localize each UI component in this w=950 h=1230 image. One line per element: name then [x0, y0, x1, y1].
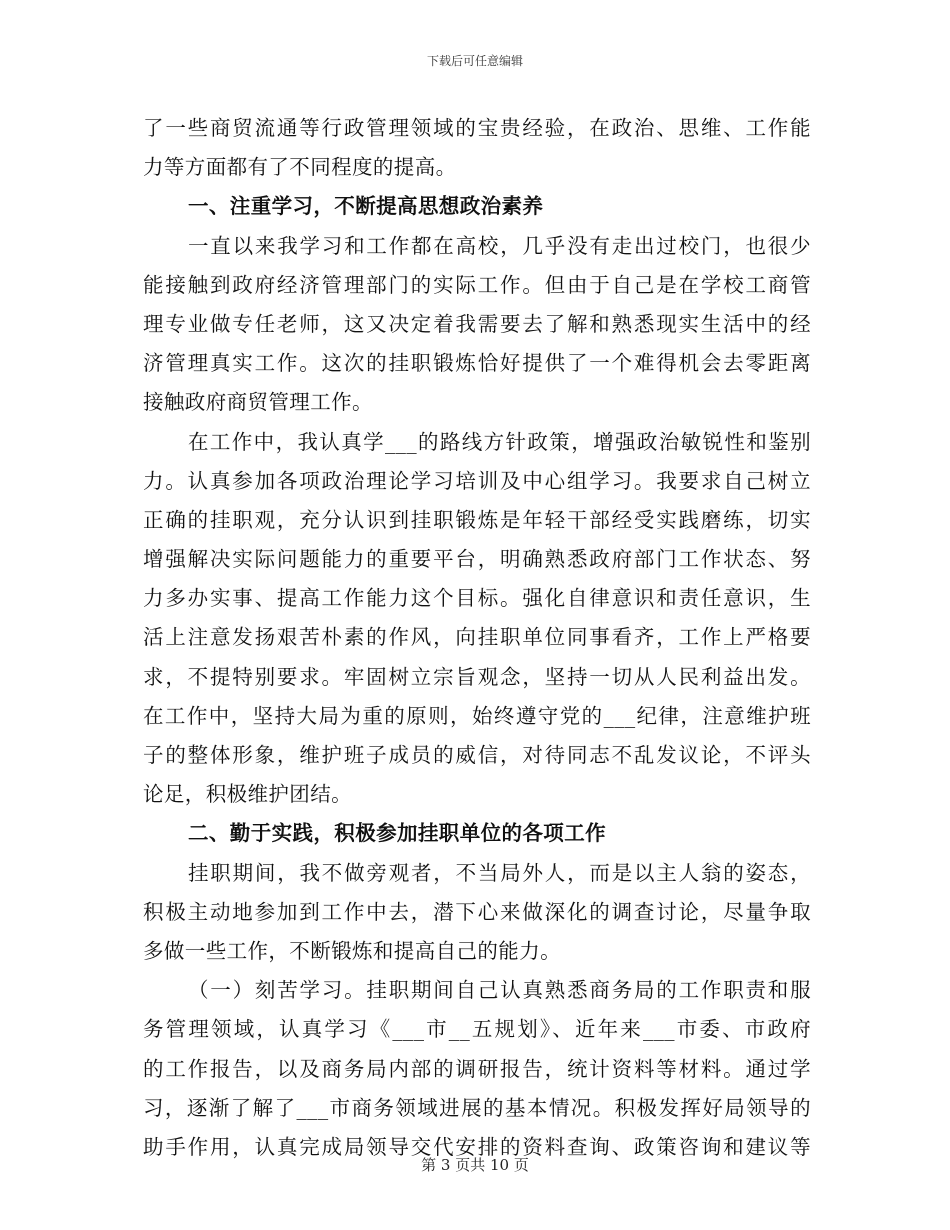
text-line: 求，不提特别要求。牢固树立宗旨观念，坚持一切从人民利益出发。 — [143, 664, 811, 689]
text-line: 务管理领域，认真学习《___市__五规划》、近年来___市委、市政府 — [143, 1017, 811, 1042]
text-line: 济管理真实工作。这次的挂职锻炼恰好提供了一个难得机会去零距离 — [143, 351, 811, 376]
text-line: 理专业做专任老师，这又决定着我需要去了解和熟悉现实生活中的经 — [143, 311, 811, 336]
text-line: 子的整体形象，维护班子成员的威信，对待同志不乱发议论，不评头 — [143, 743, 811, 767]
text-line: 习，逐渐了解了___市商务领域进展的基本情况。积极发挥好局领导的 — [143, 1095, 811, 1120]
page-footer: 第 3 页共 10 页 — [421, 1156, 529, 1174]
text-line: 的工作报告，以及商务局内部的调研报告，统计资料等材料。通过学 — [143, 1056, 811, 1081]
text-line: （一）刻苦学习。挂职期间自己认真熟悉商务局的工作职责和服 — [188, 978, 811, 1003]
text-line: 一直以来我学习和工作都在高校，几乎没有走出过校门，也很少 — [188, 233, 811, 258]
section-heading: 一、注重学习，不断提高思想政治素养 — [188, 194, 544, 219]
text-line: 能接触到政府经济管理部门的实际工作。但由于自己是在学校工商管 — [143, 272, 811, 297]
text-line: 正确的挂职观，充分认识到挂职锻炼是年轻干部经受实践磨练，切实 — [143, 507, 811, 532]
text-line: 多做一些工作，不断锻炼和提高自己的能力。 — [143, 938, 561, 963]
text-line: 积极主动地参加到工作中去，潜下心来做深化的调查讨论，尽量争取 — [143, 899, 811, 924]
page-header: 下载后可任意编辑 — [426, 54, 523, 68]
text-line: 接触政府商贸管理工作。 — [143, 390, 373, 415]
text-line: 在工作中，我认真学___的路线方针政策，增强政治敏锐性和鉴别 — [188, 429, 811, 454]
text-line: 活上注意发扬艰苦朴素的作风，向挂职单位同事看齐，工作上严格要 — [143, 625, 811, 650]
text-line: 力等方面都有了不同程度的提高。 — [143, 155, 457, 180]
body-text — [143, 109, 811, 1167]
text-line: 增强解决实际问题能力的重要平台，明确熟悉政府部门工作状态、努 — [143, 547, 811, 572]
text-line: 力。认真参加各项政治理论学习培训及中心组学习。我要求自己树立 — [143, 468, 811, 493]
text-line: 了一些商贸流通等行政管理领域的宝贵经验，在政治、思维、工作能 — [143, 116, 811, 140]
text-line: 挂职期间，我不做旁观者，不当局外人，而是以主人翁的姿态， — [188, 860, 811, 885]
text-line: 力多办实事、提高工作能力这个目标。强化自律意识和责任意识，生 — [143, 586, 811, 611]
section-heading: 二、勤于实践，积极参加挂职单位的各项工作 — [188, 821, 606, 846]
text-line: 助手作用，认真完成局领导交代安排的资料查询、政策咨询和建议等 — [143, 1134, 811, 1159]
text-line: 论足，积极维护团结。 — [143, 782, 352, 807]
text-line: 在工作中，坚持大局为重的原则，始终遵守党的___纪律，注意维护班 — [143, 703, 811, 728]
